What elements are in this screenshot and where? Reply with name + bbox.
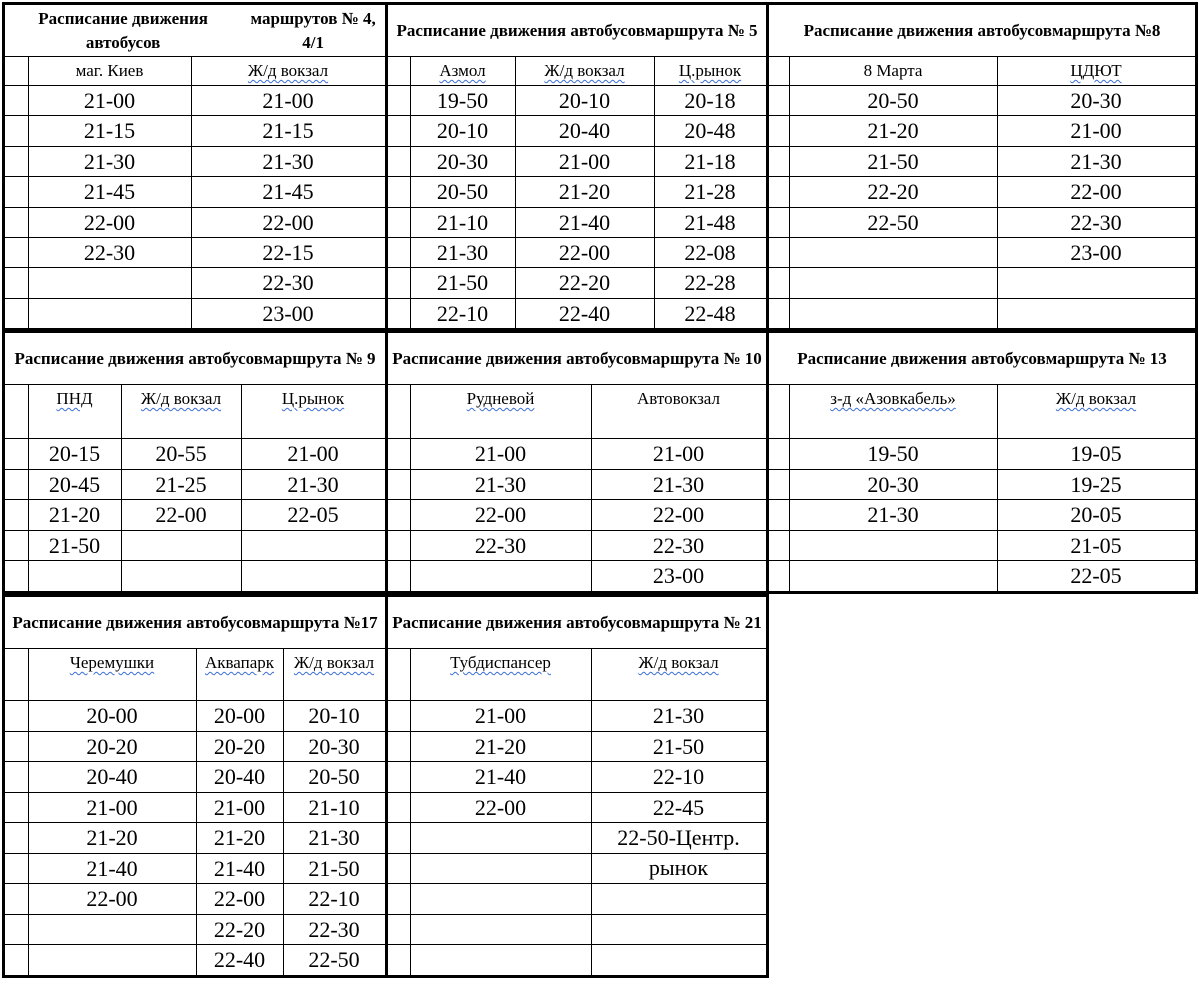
time-cell: 22-48: [684, 300, 736, 326]
time-cell: 21-50: [652, 733, 705, 759]
time-cell: 21-05: [1070, 532, 1122, 558]
time-cell: 20-30: [1070, 88, 1122, 113]
time-cell: 21-15: [83, 118, 136, 144]
time-cell: 21-00: [558, 148, 611, 174]
time-cell: 21-00: [474, 703, 527, 728]
time-cell: 20-15: [48, 441, 101, 466]
title-route: маршрутов № 4, 4/1: [250, 9, 376, 52]
column-header: Ж/д вокзал: [247, 61, 329, 80]
title-line: Расписание движения автобусов: [14, 349, 263, 368]
schedule-table-r8: [769, 5, 1195, 328]
title-line: Расписание движения автобусов: [396, 21, 645, 40]
time-cell: 20-40: [558, 118, 611, 144]
time-cell: 20-20: [213, 733, 266, 759]
time-cell: 21-30: [1070, 148, 1122, 174]
time-cell: 21-00: [213, 794, 266, 820]
column-header: Аквапарк: [204, 653, 275, 672]
time-cell: 21-50: [436, 270, 489, 296]
table-border-right: [1195, 330, 1198, 594]
time-cell: 21-50: [48, 532, 101, 558]
time-cell: 21-10: [436, 209, 489, 235]
column-header: Ж/д вокзал: [140, 389, 222, 408]
time-cell: 22-00: [213, 886, 266, 911]
time-cell: 22-00: [86, 886, 138, 911]
time-cell: 20-30: [867, 471, 919, 497]
table-border-left: [2, 594, 5, 978]
column-header: 8 Марта: [863, 61, 923, 80]
time-cell: 20-50: [308, 764, 360, 789]
time-cell: 21-20: [474, 733, 527, 759]
time-cell: 21-30: [262, 148, 314, 174]
time-cell: 21-00: [262, 88, 314, 113]
time-cell: 21-20: [213, 825, 266, 850]
time-cell: 21-50: [867, 148, 919, 174]
time-cell: 23-00: [652, 563, 705, 588]
column-header: ПНД: [56, 389, 93, 408]
time-cell: 22-30: [1070, 209, 1122, 235]
title-divider: [5, 384, 385, 385]
time-cell: 21-00: [1070, 118, 1122, 144]
column-header: Ж/д вокзал: [1055, 389, 1137, 408]
time-cell: 23-00: [1070, 240, 1122, 265]
time-cell: 20-00: [86, 703, 138, 728]
time-cell: 22-15: [262, 240, 314, 265]
title-route: маршрута № 10: [640, 349, 762, 368]
title-route: маршрута № 5: [644, 21, 758, 40]
time-cell: 22-40: [213, 947, 266, 972]
title-route: маршрута № 21: [640, 613, 762, 632]
title-divider: [769, 56, 1195, 57]
time-cell: 22-50-Центр. рынок: [617, 825, 740, 880]
column-header: ЦДЮТ: [1070, 61, 1122, 80]
schedule-table-r4: [5, 5, 385, 328]
time-cell: 21-30: [652, 703, 705, 728]
title-divider: [388, 56, 766, 57]
time-cell: 21-40: [474, 764, 527, 789]
column-header: Ж/д вокзал: [638, 653, 719, 672]
time-cell: 20-05: [1070, 502, 1122, 527]
time-cell: 20-40: [213, 764, 266, 789]
table-border-right: [766, 594, 769, 978]
title-route: маршрута № 13: [1045, 349, 1167, 368]
column-header: Тубдиспансер: [450, 653, 551, 672]
time-cell: 21-30: [652, 471, 705, 497]
time-cell: 22-00: [83, 209, 136, 235]
title-line: Расписание движения автобусов: [392, 349, 641, 368]
time-cell: 21-00: [86, 794, 138, 820]
column-header: Ж/д вокзал: [293, 653, 375, 672]
time-cell: 22-10: [308, 886, 360, 911]
time-cell: 21-30: [474, 471, 527, 497]
row-divider: [388, 944, 766, 945]
column-header: маг. Киев: [75, 61, 144, 80]
time-cell: 22-05: [1070, 563, 1122, 588]
table-title: [5, 333, 385, 385]
time-cell: 22-10: [436, 300, 489, 326]
table-border-right: [1195, 2, 1198, 331]
time-cell: 21-00: [287, 441, 339, 466]
column-header: з-д «Азовкабель»: [830, 389, 956, 408]
column-header: Рудневой: [466, 389, 535, 408]
time-cell: 21-45: [262, 179, 314, 205]
time-cell: 20-10: [308, 703, 360, 728]
time-cell: 22-05: [287, 502, 339, 527]
time-cell: 22-30: [652, 532, 705, 558]
title-route: маршрута №8: [1052, 21, 1161, 40]
schedule-table-r9: [5, 333, 385, 591]
schedule-table-r17: [5, 597, 385, 975]
time-cell: 21-30: [308, 825, 360, 850]
time-cell: 22-30: [83, 240, 136, 265]
time-cell: 21-15: [262, 118, 314, 144]
row-divider: [769, 298, 1195, 299]
column-header: Азмол: [439, 61, 486, 80]
time-cell: 22-08: [684, 240, 736, 265]
time-cell: 21-40: [558, 209, 611, 235]
table-title: [388, 333, 766, 385]
row-divider: [769, 267, 1195, 268]
table-title: [769, 5, 1195, 57]
column-header: Ж/д вокзал: [544, 61, 625, 80]
table-title: [5, 5, 385, 57]
schedule-table-r5: [388, 5, 766, 328]
table-title: [388, 5, 766, 57]
time-cell: 22-40: [558, 300, 611, 326]
time-cell: 22-50: [308, 947, 360, 972]
time-cell: 21-20: [558, 179, 611, 205]
time-cell: 22-00: [262, 209, 314, 235]
time-cell: 21-25: [155, 471, 207, 497]
time-cell: 22-00: [155, 502, 207, 527]
title-route: маршрута №17: [260, 613, 378, 632]
time-cell: 22-00: [474, 794, 527, 820]
title-route: маршрута № 9: [262, 349, 376, 368]
column-header: Ц.рынок: [281, 389, 345, 408]
title-line: Расписание движения автобусов: [38, 9, 208, 52]
time-cell: 22-00: [1070, 179, 1122, 205]
time-cell: 22-30: [474, 532, 527, 558]
time-cell: 21-30: [436, 240, 489, 265]
time-cell: 20-00: [213, 703, 266, 728]
table-title: [5, 597, 385, 649]
time-cell: 20-20: [86, 733, 138, 759]
schedule-table-r13: [769, 333, 1195, 591]
time-cell: 21-00: [652, 441, 705, 466]
title-divider: [5, 648, 385, 649]
time-cell: 20-50: [867, 88, 919, 113]
title-line: Расписание движения автобусов: [803, 21, 1053, 40]
time-cell: 19-50: [867, 441, 919, 466]
time-cell: 22-30: [308, 916, 360, 942]
time-cell: 21-20: [48, 502, 101, 527]
time-cell: 21-40: [213, 855, 266, 881]
time-cell: 21-00: [474, 441, 527, 466]
time-cell: 22-45: [652, 794, 705, 820]
time-cell: 21-18: [684, 148, 736, 174]
title-line: Расписание движения автобусов: [12, 613, 261, 632]
row-divider: [388, 853, 766, 854]
title-divider: [388, 384, 766, 385]
time-cell: 21-28: [684, 179, 736, 205]
row-divider: [388, 883, 766, 884]
table-border-left: [385, 594, 388, 978]
time-cell: 22-00: [652, 502, 705, 527]
time-cell: 19-50: [436, 88, 489, 113]
title-line: Расписание движения автобусов: [392, 613, 641, 632]
time-cell: 22-00: [558, 240, 611, 265]
table-title: [388, 597, 766, 649]
time-cell: 20-18: [684, 88, 736, 113]
time-cell: 21-20: [867, 118, 919, 144]
time-cell: 20-55: [155, 441, 207, 466]
time-cell: 21-20: [86, 825, 138, 850]
time-cell: 22-20: [558, 270, 611, 296]
time-cell: 21-30: [83, 148, 136, 174]
time-cell: 21-10: [308, 794, 360, 820]
row-divider: [388, 914, 766, 915]
time-cell: 22-30: [262, 270, 314, 296]
time-cell: 19-05: [1070, 441, 1122, 466]
time-cell: 20-45: [48, 471, 101, 497]
time-cell: 19-25: [1070, 471, 1122, 497]
time-cell: 22-10: [652, 764, 705, 789]
time-cell: 22-50: [867, 209, 919, 235]
time-cell: 22-00: [474, 502, 527, 527]
time-cell: 21-30: [867, 502, 919, 527]
time-cell: 21-50: [308, 855, 360, 881]
table-border-bottom: [385, 975, 769, 978]
column-header: Черемушки: [69, 653, 155, 672]
time-cell: 20-10: [436, 118, 489, 144]
title-divider: [769, 384, 1195, 385]
time-cell: 20-50: [436, 179, 489, 205]
time-cell: 21-40: [86, 855, 138, 881]
time-cell: 21-45: [83, 179, 136, 205]
time-cell: 20-30: [436, 148, 489, 174]
time-cell: 23-00: [262, 300, 314, 326]
table-title: [769, 333, 1195, 385]
time-cell: 20-30: [308, 733, 360, 759]
time-cell: 20-10: [558, 88, 611, 113]
time-cell: 22-20: [213, 916, 266, 942]
time-cell: 22-20: [867, 179, 919, 205]
time-cell: 20-48: [684, 118, 736, 144]
column-header: Автовокзал: [637, 389, 720, 408]
title-divider: [388, 648, 766, 649]
title-divider: [5, 56, 385, 57]
title-line: Расписание движения автобусов: [797, 349, 1046, 368]
schedule-table-r21: [388, 597, 766, 975]
time-cell: 20-40: [86, 764, 138, 789]
column-header: Ц.рынок: [678, 61, 742, 80]
row-divider: [5, 560, 385, 561]
time-cell: 21-00: [83, 88, 136, 113]
time-cell: 21-30: [287, 471, 339, 497]
schedule-table-r10: [388, 333, 766, 591]
time-cell: 21-48: [684, 209, 736, 235]
time-cell: 22-28: [684, 270, 736, 296]
